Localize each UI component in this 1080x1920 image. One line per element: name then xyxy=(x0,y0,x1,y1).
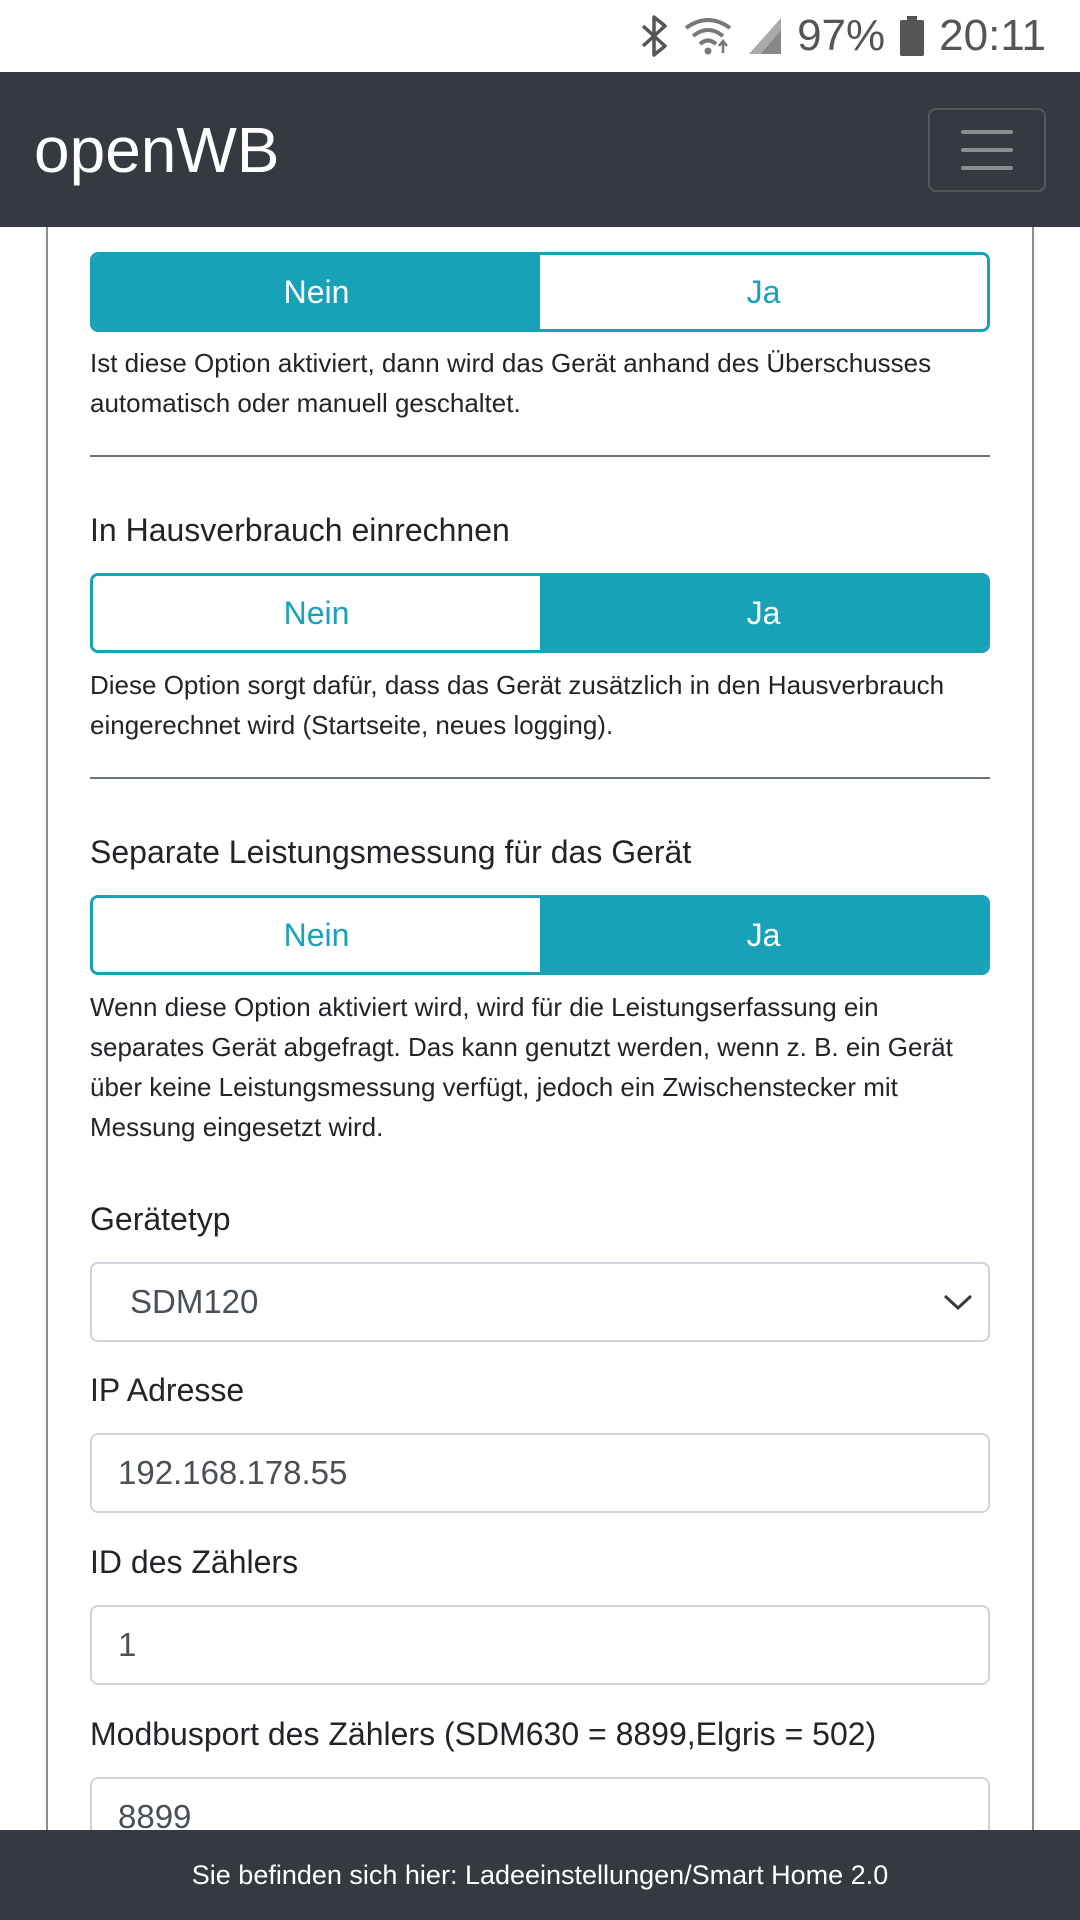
meter-id-label: ID des Zählers xyxy=(90,1544,299,1580)
settings-content[interactable] xyxy=(0,227,1080,1830)
divider xyxy=(90,777,990,779)
navbar xyxy=(0,72,1080,227)
bluetooth-icon xyxy=(639,14,669,58)
meter-id-value: 1 xyxy=(118,1626,137,1663)
signal-icon xyxy=(747,16,783,56)
separate-measurement-label: Separate Leistungsmessung für das Gerät xyxy=(90,834,692,870)
brand-logo[interactable]: openWB xyxy=(34,113,280,186)
house-consumption-toggle[interactable] xyxy=(90,573,990,653)
ip-address-value: 192.168.178.55 xyxy=(118,1454,348,1491)
toggle-option-ja[interactable]: Ja xyxy=(540,576,987,650)
house-consumption-label: In Hausverbrauch einrechnen xyxy=(90,512,510,548)
auto-switch-help: Ist diese Option aktiviert, dann wird das Gerät anhand des Überschusses automatisch oder manuell geschaltet. xyxy=(90,348,932,418)
meter-id-input[interactable] xyxy=(90,1605,990,1685)
toggle-option-ja[interactable]: Ja xyxy=(540,898,987,972)
ip-address-input[interactable] xyxy=(90,1433,990,1513)
toggle-option-ja[interactable]: Ja xyxy=(540,255,987,329)
breadcrumb-text: Sie befinden sich hier: Ladeeinstellungen/Smart Home 2.0 xyxy=(191,1859,889,1890)
separate-measurement-toggle[interactable] xyxy=(90,895,990,975)
device-type-label: Gerätetyp xyxy=(90,1201,231,1237)
separate-measurement-help: Wenn diese Option aktiviert wird, wird für die Leistungserfassung ein separates Gerät abgefragt. Das kann genutzt werden, wenn z. B. ein Gerät über keine Leistungsmessung verfügt, jedoch ein Zwischenstecker mit Messung eingesetzt wird. xyxy=(90,992,953,1142)
modbus-port-value: 8899 xyxy=(118,1798,192,1830)
status-bar xyxy=(0,0,1080,72)
house-consumption-help: Diese Option sorgt dafür, dass das Gerät zusätzlich in den Hausverbrauch eingerechnet wird (Startseite, neues logging). xyxy=(90,670,945,740)
wifi-icon xyxy=(683,16,733,56)
toggle-option-nein[interactable]: Nein xyxy=(93,576,540,650)
ip-address-label: IP Adresse xyxy=(90,1372,245,1408)
device-type-select[interactable] xyxy=(90,1262,990,1342)
modbus-port-label: Modbusport des Zählers (SDM630 = 8899,Elgris = 502) xyxy=(90,1716,877,1752)
battery-percent: 97% xyxy=(797,11,886,60)
chevron-down-icon xyxy=(942,1292,974,1312)
toggle-option-nein[interactable]: Nein xyxy=(93,255,540,329)
toggle-option-nein[interactable]: Nein xyxy=(93,898,540,972)
footer-breadcrumb xyxy=(0,1830,1080,1920)
divider xyxy=(90,455,990,457)
device-type-value: SDM120 xyxy=(130,1283,259,1320)
modbus-port-input[interactable] xyxy=(90,1777,990,1830)
clock: 20:11 xyxy=(939,11,1046,60)
hamburger-icon xyxy=(961,130,1013,134)
battery-icon xyxy=(899,15,925,57)
auto-switch-toggle[interactable] xyxy=(90,252,990,332)
menu-toggle-button[interactable] xyxy=(928,108,1046,192)
